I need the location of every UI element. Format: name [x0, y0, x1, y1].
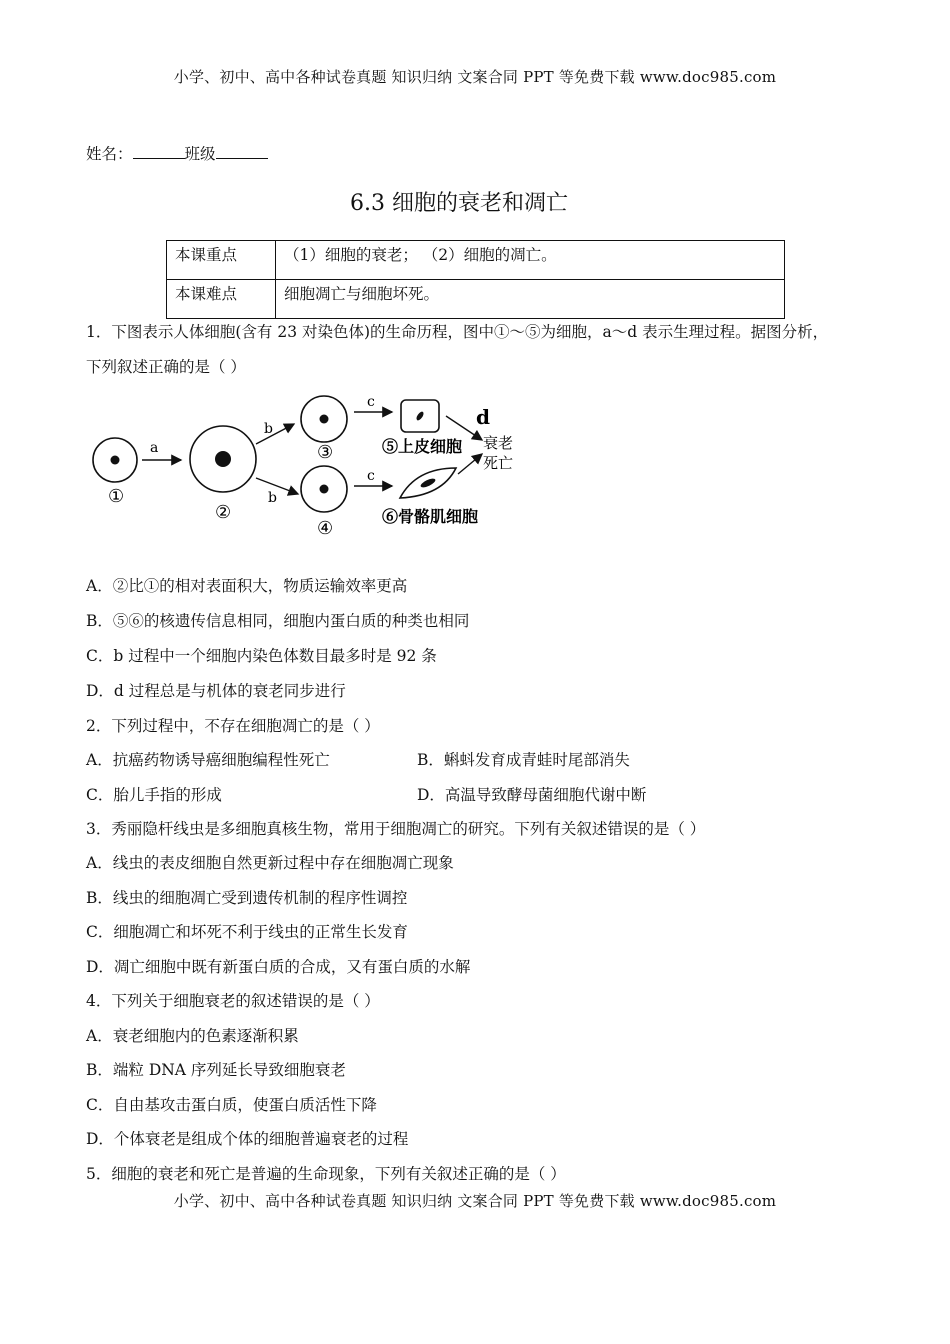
label-d: d	[476, 405, 490, 429]
table-row	[167, 241, 785, 280]
label-b-down: b	[268, 490, 277, 506]
q5-stem: 5．细胞的衰老和死亡是普遍的生命现象，下列有关叙述正确的是（ ）	[86, 1165, 566, 1183]
cell-6-label: ⑥骨骼肌细胞	[382, 507, 479, 526]
q4-option-b[interactable]: B．端粒 DNA 序列延长导致细胞衰老	[86, 1061, 346, 1079]
q1-option-a[interactable]: A．②比①的相对表面积大，物质运输效率更高	[86, 577, 408, 595]
q1-option-c[interactable]: C．b 过程中一个细胞内染色体数目最多时是 92 条	[86, 647, 437, 665]
q3-option-a[interactable]: A．线虫的表皮细胞自然更新过程中存在细胞凋亡现象	[86, 854, 454, 872]
cell-4-label: ④	[317, 518, 334, 539]
q1-stem-line1: 1．下图表示人体细胞(含有 23 对染色体)的生命历程，图中①～⑤为细胞，a～d 表示生理过程。据图分析，	[86, 323, 829, 341]
student-info	[86, 144, 268, 164]
outcome-aging: 衰老	[483, 434, 514, 452]
cell-2-nucleus	[215, 451, 231, 467]
cell-3-nucleus	[320, 415, 329, 424]
q3-option-d[interactable]: D．凋亡细胞中既有新蛋白质的合成，又有蛋白质的水解	[86, 958, 471, 976]
q4-option-a[interactable]: A．衰老细胞内的色素逐渐积累	[86, 1027, 299, 1045]
cell-1-label: ①	[108, 486, 125, 507]
cell-2-label: ②	[215, 502, 232, 523]
q2-option-c[interactable]: C．胎儿手指的形成	[86, 786, 222, 804]
outcome-death: 死亡	[483, 454, 514, 472]
q1-option-d[interactable]: D．d 过程总是与机体的衰老同步进行	[86, 682, 346, 700]
cell-5-label: ⑤上皮细胞	[382, 437, 463, 456]
class-label: 班级	[184, 145, 216, 163]
cell-6-nucleus	[419, 477, 436, 489]
q2-option-a[interactable]: A．抗癌药物诱导癌细胞编程性死亡	[86, 751, 330, 769]
q2-option-b[interactable]: B．蝌蚪发育成青蛙时尾部消失	[417, 751, 630, 769]
q3-option-c[interactable]: C．细胞凋亡和坏死不利于线虫的正常生长发育	[86, 923, 408, 941]
key-points-table	[166, 240, 785, 319]
q4-option-d[interactable]: D．个体衰老是组成个体的细胞普遍衰老的过程	[86, 1130, 409, 1148]
q2-option-d[interactable]: D．高温导致酵母菌细胞代谢中断	[417, 786, 647, 804]
cell-lifecycle-diagram	[86, 388, 536, 548]
name-blank[interactable]	[133, 144, 185, 159]
label-a: a	[150, 440, 159, 456]
label-c-up: c	[367, 394, 375, 410]
class-blank[interactable]	[216, 144, 268, 159]
cell-5-nucleus	[415, 410, 425, 421]
page-title: 6.3 细胞的衰老和凋亡	[350, 191, 568, 216]
cell-3-label: ③	[317, 442, 334, 463]
arrow-d-down	[458, 454, 482, 474]
cell-1-nucleus	[111, 456, 120, 465]
page-header: 小学、初中、高中各种试卷真题 知识归纳 文案合同 PPT 等免费下载 www.doc985.com	[173, 68, 777, 86]
q3-stem: 3．秀丽隐杆线虫是多细胞真核生物，常用于细胞凋亡的研究。下列有关叙述错误的是（ ）	[86, 820, 706, 838]
difficulty-value: 细胞凋亡与细胞坏死。	[276, 280, 785, 319]
key-label: 本课重点	[167, 241, 276, 280]
name-label: 姓名：	[86, 145, 133, 163]
q1-stem-line2: 下列叙述正确的是（ ）	[86, 358, 246, 376]
key-value: （1）细胞的衰老； （2）细胞的凋亡。	[276, 241, 785, 280]
arrow-b-up	[256, 424, 294, 444]
arrow-b-down	[256, 478, 298, 494]
q2-stem: 2．下列过程中，不存在细胞凋亡的是（ ）	[86, 717, 380, 735]
q3-option-b[interactable]: B．线虫的细胞凋亡受到遗传机制的程序性调控	[86, 889, 408, 907]
q1-option-b[interactable]: B．⑤⑥的核遗传信息相同，细胞内蛋白质的种类也相同	[86, 612, 470, 630]
difficulty-label: 本课难点	[167, 280, 276, 319]
q4-option-c[interactable]: C．自由基攻击蛋白质，使蛋白质活性下降	[86, 1096, 377, 1114]
q4-stem: 4．下列关于细胞衰老的叙述错误的是（ ）	[86, 992, 380, 1010]
cell-4-nucleus	[320, 485, 329, 494]
label-b-up: b	[264, 421, 273, 437]
page-footer: 小学、初中、高中各种试卷真题 知识归纳 文案合同 PPT 等免费下载 www.doc985.com	[173, 1192, 777, 1210]
label-c-down: c	[367, 468, 375, 484]
table-row	[167, 280, 785, 319]
